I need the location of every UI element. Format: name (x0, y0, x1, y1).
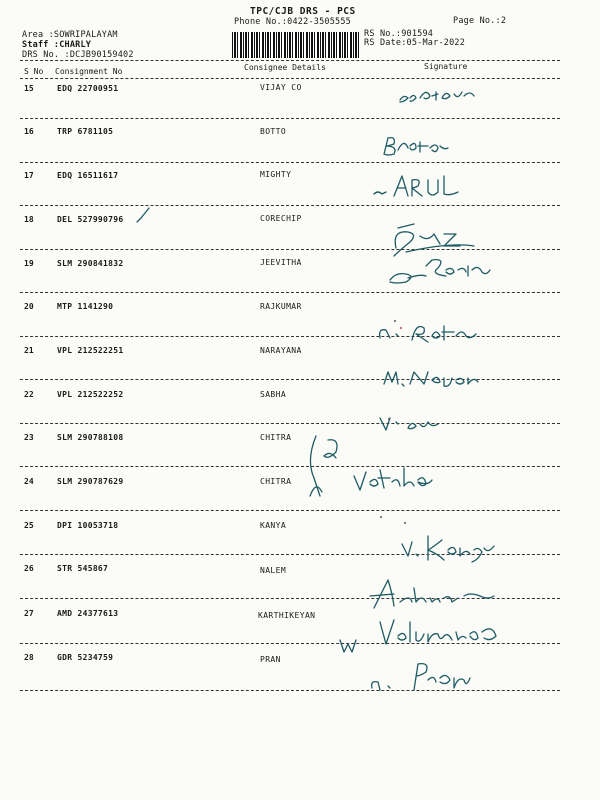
signature-row-28 (366, 658, 476, 698)
signature-row-27 (336, 612, 506, 660)
check-mark-icon (135, 206, 155, 226)
row-consignment: SLM 290787629 (57, 477, 124, 486)
row-consignment: MTP 1141290 (57, 302, 114, 311)
row-sno: 24 (24, 477, 34, 486)
area-label: Area :SOWRIPALAYAM (22, 30, 118, 40)
scan-speck (394, 320, 396, 322)
row-sno: 16 (24, 127, 34, 136)
row-consignee: SABHA (260, 390, 287, 399)
row-consignee: JEEVITHA (260, 258, 302, 267)
row-sno: 22 (24, 390, 34, 399)
row-divider (20, 690, 560, 691)
drs-number: DRS No. :DCJB90159402 (22, 50, 134, 60)
rs-date: RS Date:05-Mar-2022 (364, 38, 466, 48)
signature-row-26 (360, 576, 500, 616)
row-consignee: KANYA (260, 521, 287, 530)
row-consignee: CORECHIP (260, 214, 302, 223)
column-consignee: Consignee Details (244, 63, 326, 72)
staff-label: Staff :CHARLY (22, 40, 92, 50)
row-sno: 21 (24, 346, 34, 355)
row-sno: 26 (24, 564, 34, 573)
page-number: Page No.:2 (453, 16, 507, 26)
phone-number: Phone No.:0422-3505555 (234, 17, 351, 27)
row-consignment: DPI 10053718 (57, 521, 119, 530)
signature-row-23-24 (300, 430, 460, 510)
signature-row-20 (376, 312, 486, 346)
row-divider (20, 292, 560, 293)
row-divider (20, 118, 560, 119)
row-consignee: PRAN (260, 655, 281, 664)
scan-speck (400, 327, 402, 329)
row-consignment: SLM 290841832 (57, 259, 124, 268)
scan-speck (380, 516, 382, 518)
scan-speck (388, 418, 390, 420)
row-sno: 17 (24, 171, 34, 180)
signature-row-25 (398, 530, 498, 566)
row-consignee: VIJAY CO (260, 83, 302, 92)
row-sno: 15 (24, 84, 34, 93)
row-sno: 28 (24, 653, 34, 662)
signature-row-15 (398, 84, 478, 108)
row-divider (20, 423, 560, 424)
row-sno: 18 (24, 215, 34, 224)
row-divider (20, 510, 560, 511)
signature-row-19 (386, 254, 496, 288)
document-title: TPC/CJB DRS - PCS (250, 6, 356, 17)
row-consignment: TRP 6781105 (57, 127, 114, 136)
column-signature: Signature (424, 62, 468, 71)
column-divider (20, 78, 560, 79)
row-sno: 19 (24, 259, 34, 268)
row-consignee: NARAYANA (260, 346, 302, 355)
row-consignment: EDQ 16511617 (57, 171, 119, 180)
row-divider (20, 205, 560, 206)
header-divider (20, 60, 560, 61)
column-sno: S No (24, 67, 44, 76)
row-consignee: NALEM (260, 566, 287, 575)
row-consignee: BOTTO (260, 127, 287, 136)
signature-row-16 (380, 134, 450, 160)
signature-row-21 (380, 366, 480, 390)
scan-speck (404, 522, 406, 524)
barcode (232, 32, 360, 58)
row-consignment: SLM 290788108 (57, 433, 124, 442)
row-sno: 23 (24, 433, 34, 442)
row-divider (20, 162, 560, 163)
row-divider (20, 466, 560, 467)
row-consignee: CHITRA (260, 433, 292, 442)
column-consignment: Consignment No (55, 67, 123, 76)
row-sno: 20 (24, 302, 34, 311)
rs-number: RS No.:901594 (364, 29, 434, 39)
row-consignment: GDR 5234759 (57, 653, 114, 662)
row-consignee: CHITRA (260, 477, 292, 486)
row-consignment: DEL 527990796 (57, 215, 124, 224)
row-consignment: AMD 24377613 (57, 609, 119, 618)
row-consignment: EDQ 22700951 (57, 84, 119, 93)
row-consignment: VPL 212522251 (57, 346, 124, 355)
row-consignment: VPL 212522252 (57, 390, 124, 399)
row-consignee: MIGHTY (260, 170, 292, 179)
row-sno: 27 (24, 609, 34, 618)
signature-row-17 (370, 172, 490, 202)
row-sno: 25 (24, 521, 34, 530)
row-consignee: RAJKUMAR (260, 302, 302, 311)
row-consignment: STR 545867 (57, 564, 109, 573)
row-consignee: KARTHIKEYAN (258, 611, 316, 620)
